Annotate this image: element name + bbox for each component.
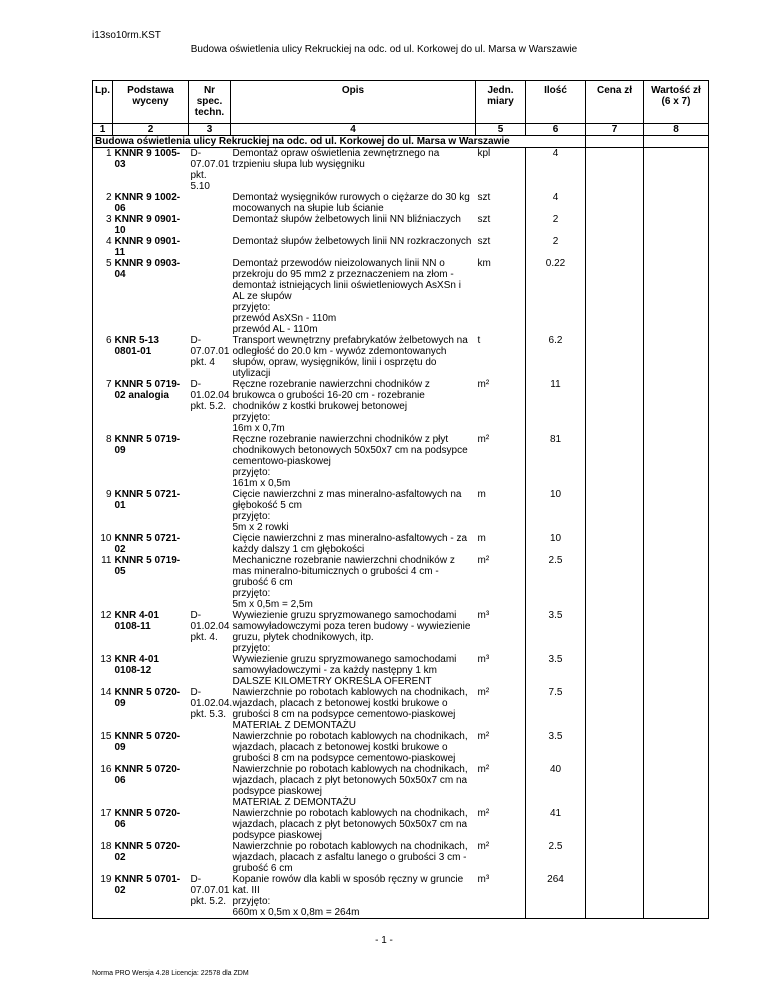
cell-lp: 13: [93, 654, 113, 687]
cell-unit: m²: [476, 687, 526, 731]
cell-qty: 11: [526, 379, 586, 434]
cell-desc: Nawierzchnie po robotach kablowych na chodnikach, wjazdach, placach z płyt betonowych 50x50x7 cm na podsypce piaskowej: [232, 808, 468, 841]
cell-lp: 14: [93, 687, 113, 731]
cell-value: [644, 874, 709, 919]
cell-value: [644, 654, 709, 687]
cell-spec: D-01.02.04 pkt. 5.2.: [190, 379, 230, 412]
column-header-spec: Nr spec. techn.: [189, 81, 231, 124]
cell-value: [644, 489, 709, 533]
cell-value: [644, 808, 709, 841]
table-row: [93, 148, 709, 193]
cell-lp: 8: [93, 434, 113, 489]
cell-value: [644, 258, 709, 335]
cell-unit: m³: [476, 654, 526, 687]
cell-price: [586, 555, 644, 610]
cell-spec: [189, 434, 231, 489]
cell-desc: Mechaniczne rozebranie nawierzchni chodników z mas mineralno-bitumicznych o grubości 4 cm - grubość 6 cm przyjęto: 5m x 0,5m = 2,5m: [232, 555, 455, 610]
cell-spec: [189, 258, 231, 335]
cell-lp: 11: [93, 555, 113, 610]
cell-price: [586, 258, 644, 335]
cell-lp: 1: [93, 148, 113, 193]
cell-lp: 4: [93, 236, 113, 258]
table-row: [93, 764, 709, 808]
cell-desc: Wywiezienie gruzu spryzmowanego samochodami samowyładowczymi - za każdy następny 1 km DALSZE KILOMETRY OKREŚLA OFERENT: [232, 654, 457, 687]
cell-qty: 40: [526, 764, 586, 808]
cell-value: [644, 533, 709, 555]
cell-value: [644, 236, 709, 258]
column-number: 7: [586, 124, 644, 136]
column-header-unit: Jedn. miary: [476, 81, 526, 124]
column-number: 1: [93, 124, 113, 136]
cell-spec: [189, 489, 231, 533]
cell-value: [644, 687, 709, 731]
table-row: [93, 654, 709, 687]
table-row: [93, 489, 709, 533]
cell-desc: Ręczne rozebranie nawierzchni chodników z płyt chodnikowych betonowych 50x50x7 cm na podsypce cementowo-piaskowej przyjęto: 161m x 0,5m: [232, 434, 468, 489]
cell-value: [644, 434, 709, 489]
cell-unit: km: [476, 258, 526, 335]
cell-lp: 9: [93, 489, 113, 533]
table-row: [93, 841, 709, 874]
cell-desc: Demontaż wysięgników rurowych o ciężarze do 30 kg mocowanych na słupie lub ścianie: [232, 192, 470, 214]
cell-price: [586, 236, 644, 258]
cell-price: [586, 192, 644, 214]
column-number: 8: [644, 124, 709, 136]
cell-spec: [189, 731, 231, 764]
table-row: [93, 434, 709, 489]
cell-lp: 3: [93, 214, 113, 236]
cell-desc: Nawierzchnie po robotach kablowych na chodnikach, wjazdach, placach z betonowej kostki brukowe o grubości 8 cm na podsypce cementowo-piaskowej MATERIAŁ Z DEMONTAŻU: [232, 687, 468, 731]
cell-price: [586, 808, 644, 841]
cell-basis: KNNR 5 0720-02: [114, 841, 181, 863]
cell-price: [586, 148, 644, 193]
cell-lp: 12: [93, 610, 113, 654]
cell-unit: szt: [476, 236, 526, 258]
cell-qty: 3.5: [526, 654, 586, 687]
cell-desc: Demontaż słupów żelbetowych linii NN rozkraczonych: [232, 236, 472, 247]
cell-basis: KNNR 5 0720-06: [114, 764, 181, 786]
cell-price: [586, 764, 644, 808]
cell-spec: D-07.07.01 pkt. 4: [190, 335, 230, 368]
cell-lp: 6: [93, 335, 113, 379]
cell-value: [644, 731, 709, 764]
cell-desc: Demontaż słupów żelbetowych linii NN bliźniaczych: [232, 214, 461, 225]
cell-desc: Kopanie rowów dla kabli w sposób ręczny w gruncie kat. III przyjęto: 660m x 0,5m x 0,8m = 264m: [231, 874, 476, 919]
cell-basis: KNR 4-01 0108-12: [114, 654, 159, 676]
section-title-row: [93, 136, 709, 148]
cell-unit: szt: [476, 214, 526, 236]
cell-unit: szt: [476, 192, 526, 214]
cell-qty: 81: [526, 434, 586, 489]
cell-price: [586, 434, 644, 489]
cell-price: [586, 731, 644, 764]
column-number: 6: [526, 124, 586, 136]
cell-unit: m²: [476, 379, 526, 434]
cell-value: [644, 764, 709, 808]
cell-basis: KNNR 5 0721-02: [114, 533, 181, 555]
cell-desc: Nawierzchnie po robotach kablowych na chodnikach, wjazdach, placach z płyt betonowych 50x50x7 cm na podsypce piaskowej MATERIAŁ Z DEMONTAŻU: [232, 764, 468, 808]
cell-spec: [189, 533, 231, 555]
cell-desc: Wywiezienie gruzu spryzmowanego samochodami samowyładowczymi poza teren budowy - wywiezienie gruzu, płytek chodnikowych, itp. przyjęto:: [232, 610, 471, 654]
cell-spec: D-07.07.01 pkt. 5.2.: [189, 874, 231, 919]
cell-unit: m²: [476, 841, 526, 874]
cell-unit: m²: [476, 731, 526, 764]
cell-value: [644, 379, 709, 434]
cell-desc: Demontaż opraw oświetlenia zewnętrznego na trzpieniu słupa lub wysięgniku: [232, 148, 440, 170]
cell-desc: Demontaż przewodów nieizolowanych linii NN o przekroju do 95 mm2 z przeznaczeniem na złom - demontaż istniejących linii oświetleniowych AsXSn i AL ze słupów przyjęto: przewód AsXSn - 110m przewód AL - 110m: [232, 258, 461, 335]
cell-lp: 16: [93, 764, 113, 808]
column-header-basis: Podstawa wyceny: [113, 81, 189, 124]
cell-basis: KNNR 5 0720-09: [114, 731, 181, 753]
cell-qty: 264: [526, 874, 586, 919]
table-row: [93, 192, 709, 214]
cell-lp: 7: [93, 379, 113, 434]
cell-qty: 3.5: [526, 610, 586, 654]
cell-unit: m³: [476, 610, 526, 654]
cell-unit: kpl: [476, 148, 526, 193]
table-row: [93, 335, 709, 379]
cell-lp: 2: [93, 192, 113, 214]
cell-spec: [189, 214, 231, 236]
cost-estimate-table: [92, 80, 709, 919]
cell-lp: 10: [93, 533, 113, 555]
cell-lp: 19: [93, 874, 113, 919]
cell-basis: KNR 4-01 0108-11: [114, 610, 159, 632]
cell-qty: 10: [526, 533, 586, 555]
cell-unit: t: [476, 335, 526, 379]
cell-desc: Ręczne rozebranie nawierzchni chodników z brukowca o grubości 16-20 cm - rozebranie chodników z kostki brukowej betonowej przyjęto: 16m x 0,7m: [232, 379, 430, 434]
cell-price: [586, 489, 644, 533]
column-header-lp: Lp.: [93, 81, 113, 124]
cell-basis: KNNR 9 0901-10: [114, 214, 181, 236]
cell-value: [644, 610, 709, 654]
table-row: [93, 731, 709, 764]
cell-value: [644, 335, 709, 379]
cell-price: [586, 687, 644, 731]
column-number: 3: [189, 124, 231, 136]
cell-unit: m²: [476, 764, 526, 808]
cell-price: [586, 654, 644, 687]
cell-basis: KNNR 9 1002-06: [114, 192, 181, 214]
cell-unit: m²: [476, 555, 526, 610]
cell-desc: Cięcie nawierzchni z mas mineralno-asfaltowych na głębokość 5 cm przyjęto: 5m x 2 rowki: [232, 489, 462, 533]
cell-value: [644, 148, 709, 193]
cell-qty: 4: [526, 148, 586, 193]
column-number: 4: [231, 124, 476, 136]
cell-unit: m²: [476, 808, 526, 841]
cell-qty: 4: [526, 192, 586, 214]
cell-unit: m: [476, 533, 526, 555]
cell-lp: 17: [93, 808, 113, 841]
cell-basis: KNNR 5 0720-09: [114, 687, 181, 709]
section-title: Budowa oświetlenia ulicy Rekruckiej na odc. od ul. Korkowej do ul. Marsa w Warszawie: [93, 136, 586, 148]
cell-basis: KNNR 9 0903-04: [114, 258, 181, 280]
table-row: [93, 555, 709, 610]
cell-value: [644, 841, 709, 874]
cell-desc: Nawierzchnie po robotach kablowych na chodnikach, wjazdach, placach z asfaltu lanego o grubości 3 cm - grubość 6 cm: [232, 841, 468, 874]
cell-spec: [189, 192, 231, 214]
table-row: [93, 258, 709, 335]
cell-price: [586, 874, 644, 919]
column-header-value: Wartość zł (6 x 7): [644, 81, 709, 124]
cell-value: [644, 555, 709, 610]
cell-spec: [189, 555, 231, 610]
cell-price: [586, 610, 644, 654]
cell-price: [586, 335, 644, 379]
cell-desc: Cięcie nawierzchni z mas mineralno-asfaltowych - za każdy dalszy 1 cm głębokości: [232, 533, 468, 555]
cell-qty: 10: [526, 489, 586, 533]
cell-qty: 3.5: [526, 731, 586, 764]
cell-unit: m: [476, 489, 526, 533]
column-header-quantity: Ilość: [526, 81, 586, 124]
cell-qty: 41: [526, 808, 586, 841]
cell-desc: Nawierzchnie po robotach kablowych na chodnikach, wjazdach, placach z betonowej kostki brukowe o grubości 8 cm na podsypce cementowo-piaskowej: [232, 731, 468, 764]
cell-basis: KNNR 5 0719-05: [114, 555, 181, 577]
cell-qty: 2.5: [526, 555, 586, 610]
cell-spec: [189, 808, 231, 841]
cell-spec: D-01.02.04. pkt. 5.3.: [190, 687, 233, 720]
cell-lp: 18: [93, 841, 113, 874]
cell-spec: [189, 841, 231, 874]
cell-basis: KNNR 5 0719-02 analogia: [114, 379, 181, 401]
cell-qty: 0.22: [526, 258, 586, 335]
cell-qty: 2.5: [526, 841, 586, 874]
table-row: [93, 533, 709, 555]
file-name: i13so10rm.KST: [92, 30, 161, 41]
cell-spec: [189, 236, 231, 258]
cell-qty: 2: [526, 236, 586, 258]
cell-lp: 5: [93, 258, 113, 335]
cell-qty: 2: [526, 214, 586, 236]
cell-price: [586, 841, 644, 874]
cell-price: [586, 214, 644, 236]
cell-basis: KNR 5-13 0801-01: [114, 335, 159, 357]
table-row: [93, 610, 709, 654]
table-row: [93, 808, 709, 841]
table-row: [93, 687, 709, 731]
table-row: [93, 214, 709, 236]
cell-unit: m²: [476, 434, 526, 489]
cell-basis: KNNR 5 0719-09: [114, 434, 181, 456]
cell-spec: [189, 764, 231, 808]
cell-desc: Transport wewnętrzny prefabrykatów żelbetowych na odległość do 20.0 km - wywóz zdemontowanych słupów, opraw, wysięgników, linii i osprzętu do utylizacji: [232, 335, 468, 379]
cell-basis: KNNR 5 0701-02: [113, 874, 189, 919]
cell-spec: D-07.07.01 pkt. 5.10: [190, 148, 230, 192]
table-row: [93, 874, 709, 919]
cell-basis: KNNR 5 0721-01: [114, 489, 181, 511]
cell-unit: m³: [476, 874, 526, 919]
cell-price: [586, 533, 644, 555]
column-header-price: Cena zł: [586, 81, 644, 124]
cell-spec: D-01.02.04 pkt. 4.: [190, 610, 230, 643]
cell-value: [644, 214, 709, 236]
cell-basis: KNNR 9 0901-11: [114, 236, 181, 258]
column-number: 5: [476, 124, 526, 136]
document-title: Budowa oświetlenia ulicy Rekruckiej na odc. od ul. Korkowej do ul. Marsa w Warszawie: [190, 44, 578, 55]
footer-license: Norma PRO Wersja 4.28 Licencja: 22578 dla ZDM: [92, 970, 249, 977]
cell-price: [586, 379, 644, 434]
cell-qty: 7.5: [526, 687, 586, 731]
page-number: - 1 -: [375, 935, 393, 946]
cell-spec: [189, 654, 231, 687]
column-header-description: Opis: [231, 81, 476, 124]
table-row: [93, 379, 709, 434]
cell-value: [644, 192, 709, 214]
column-number: 2: [113, 124, 189, 136]
cell-basis: KNNR 5 0720-06: [114, 808, 181, 830]
table-row: [93, 236, 709, 258]
cell-basis: KNNR 9 1005-03: [114, 148, 181, 170]
cell-qty: 6.2: [526, 335, 586, 379]
cell-lp: 15: [93, 731, 113, 764]
